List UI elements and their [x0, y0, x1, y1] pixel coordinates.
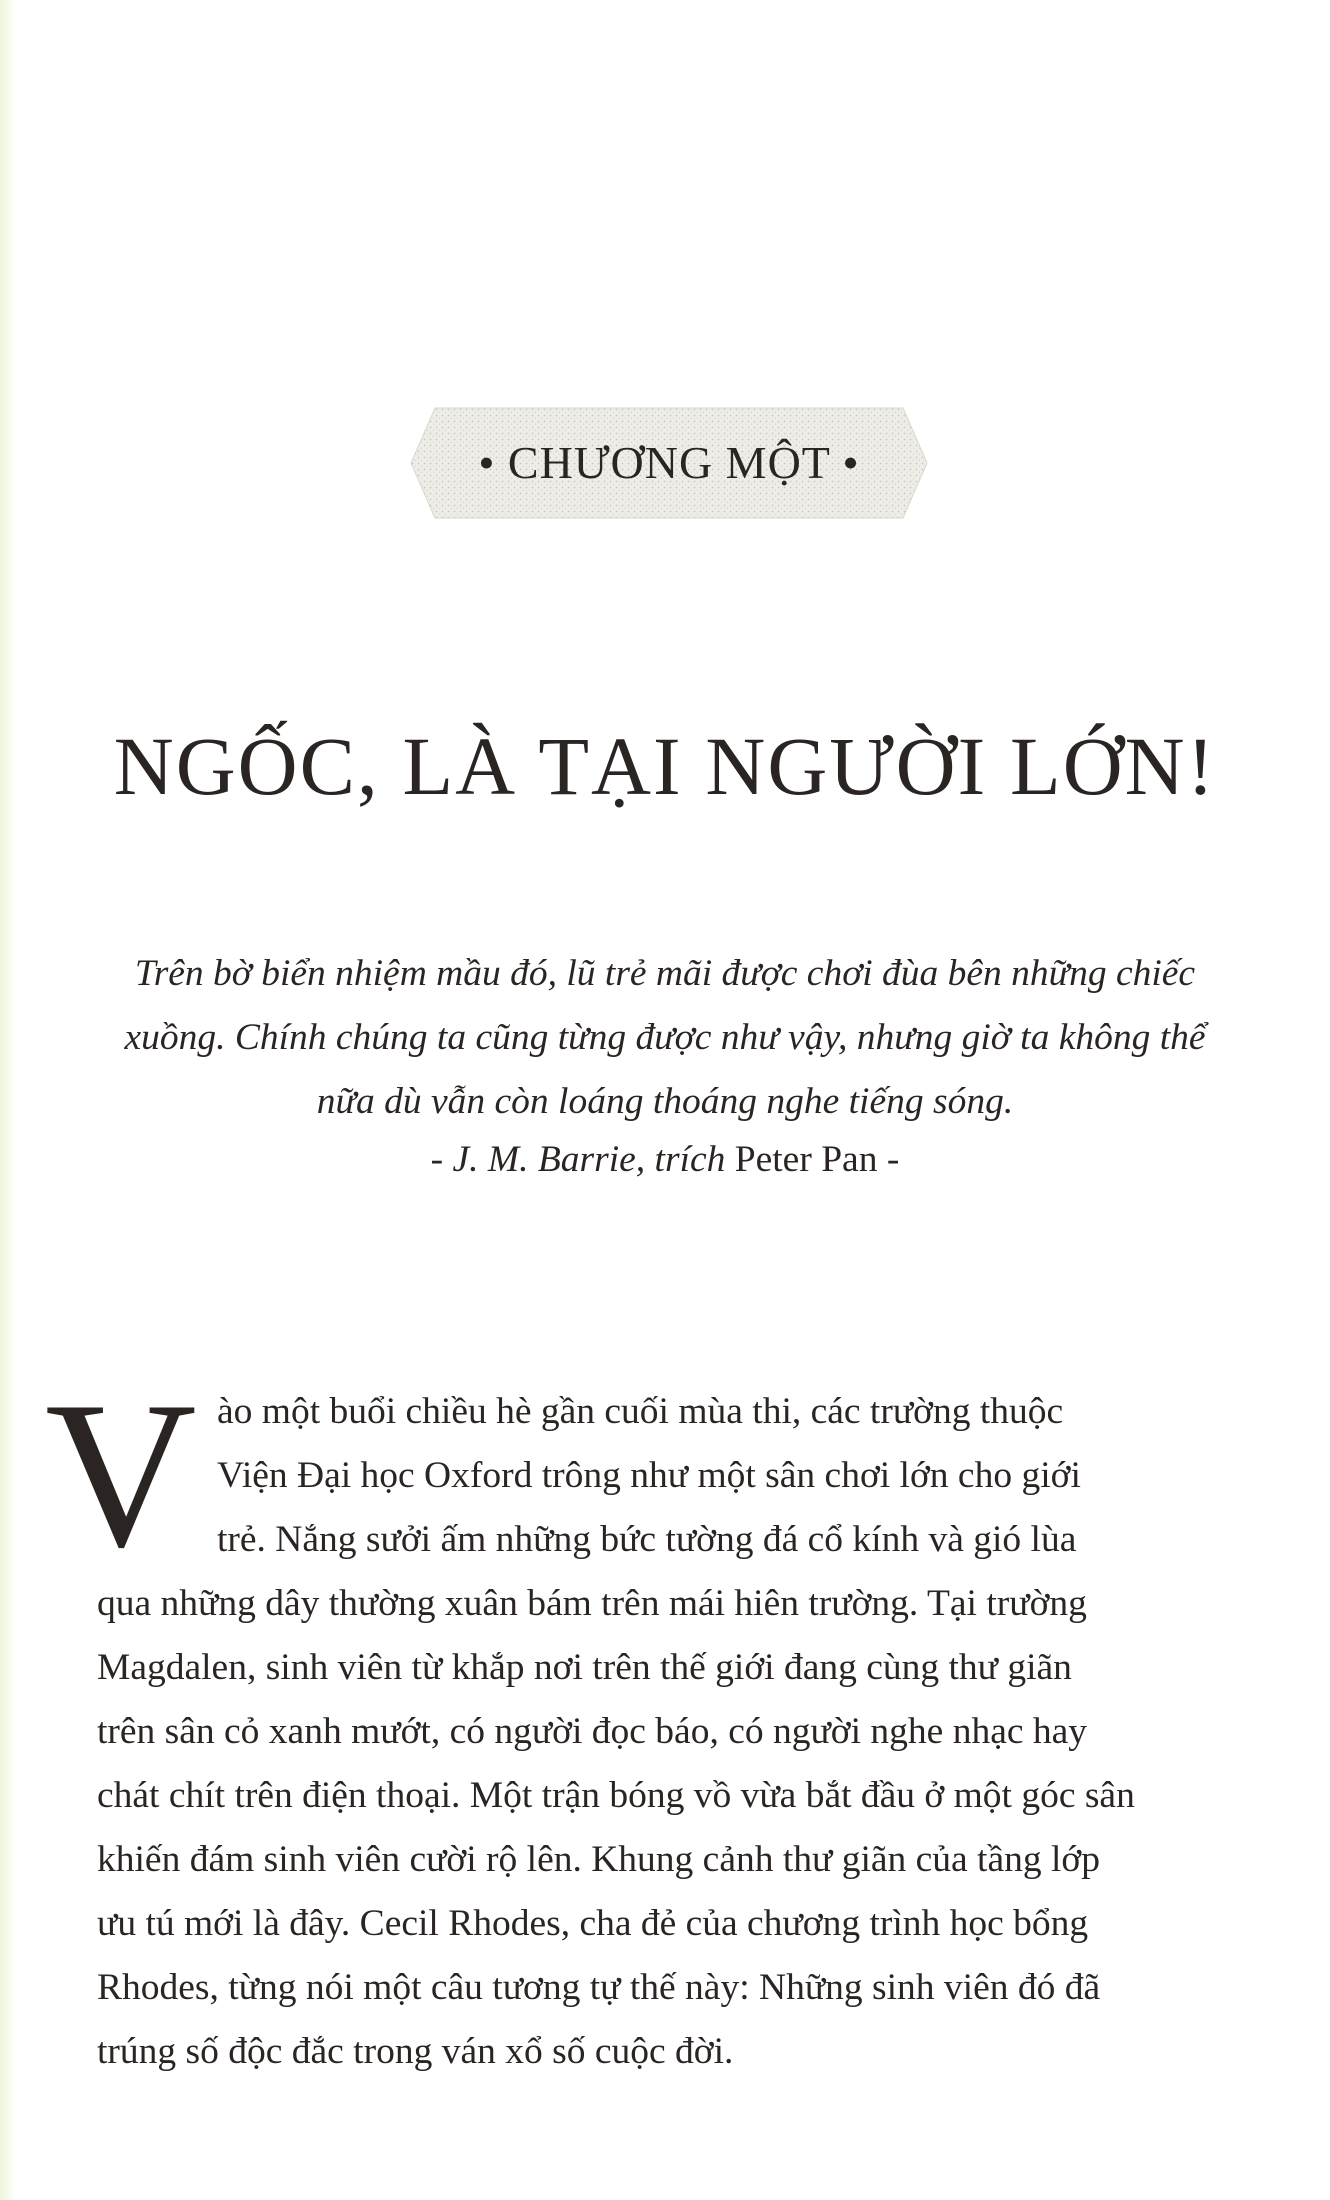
attribution-suffix: -: [877, 1139, 900, 1180]
attribution-author: - J. M. Barrie, trích: [430, 1139, 735, 1180]
body-line: Viện Đại học Oxford trông như một sân chơi lớn cho giới: [217, 1455, 1081, 1496]
epigraph-line: Trên bờ biển nhiệm mầu đó, lũ trẻ mãi được chơi đùa bên những chiếc: [134, 953, 1196, 994]
body-line: Rhodes, từng nói một câu tương tự thế này: Những sinh viên đó đã: [97, 1967, 1101, 2008]
epigraph-line: xuồng. Chính chúng ta cũng từng được như vậy, nhưng giờ ta không thể: [124, 1017, 1206, 1058]
body-line: trẻ. Nắng sưởi ấm những bức tường đá cổ kính và gió lùa: [217, 1519, 1077, 1560]
epigraph-line: nữa dù vẫn còn loáng thoáng nghe tiếng sóng.: [316, 1081, 1014, 1122]
body-line: khiến đám sinh viên cười rộ lên. Khung cảnh thư giãn của tầng lớp: [97, 1839, 1100, 1880]
chapter-banner: [405, 402, 933, 524]
body-line: trúng số độc đắc trong ván xổ số cuộc đời.: [97, 2031, 734, 2072]
page-edge-tint: [0, 0, 16, 2200]
chapter-title: NGỐC, LÀ TẠI NGƯỜI LỚN!: [113, 720, 1217, 812]
drop-cap-letter: V: [45, 1359, 197, 1591]
body-line: ưu tú mới là đây. Cecil Rhodes, cha đẻ của chương trình học bổng: [97, 1903, 1089, 1944]
epigraph-attribution: [0, 1138, 1330, 1181]
body-line: qua những dây thường xuân bám trên mái hiên trường. Tại trường: [97, 1583, 1087, 1624]
body-line: Magdalen, sinh viên từ khắp nơi trên thế giới đang cùng thư giãn: [97, 1647, 1072, 1688]
attribution-work-title: Peter Pan: [734, 1139, 878, 1180]
body-line: ào một buổi chiều hè gần cuối mùa thi, các trường thuộc: [217, 1391, 1064, 1432]
chapter-label: • CHƯƠNG MỘT •: [478, 437, 860, 488]
body-line: chát chít trên điện thoại. Một trận bóng vồ vừa bắt đầu ở một góc sân: [97, 1775, 1135, 1816]
body-line: trên sân cỏ xanh mướt, có người đọc báo, có người nghe nhạc hay: [97, 1711, 1087, 1752]
epigraph-quote: [100, 942, 1230, 1134]
